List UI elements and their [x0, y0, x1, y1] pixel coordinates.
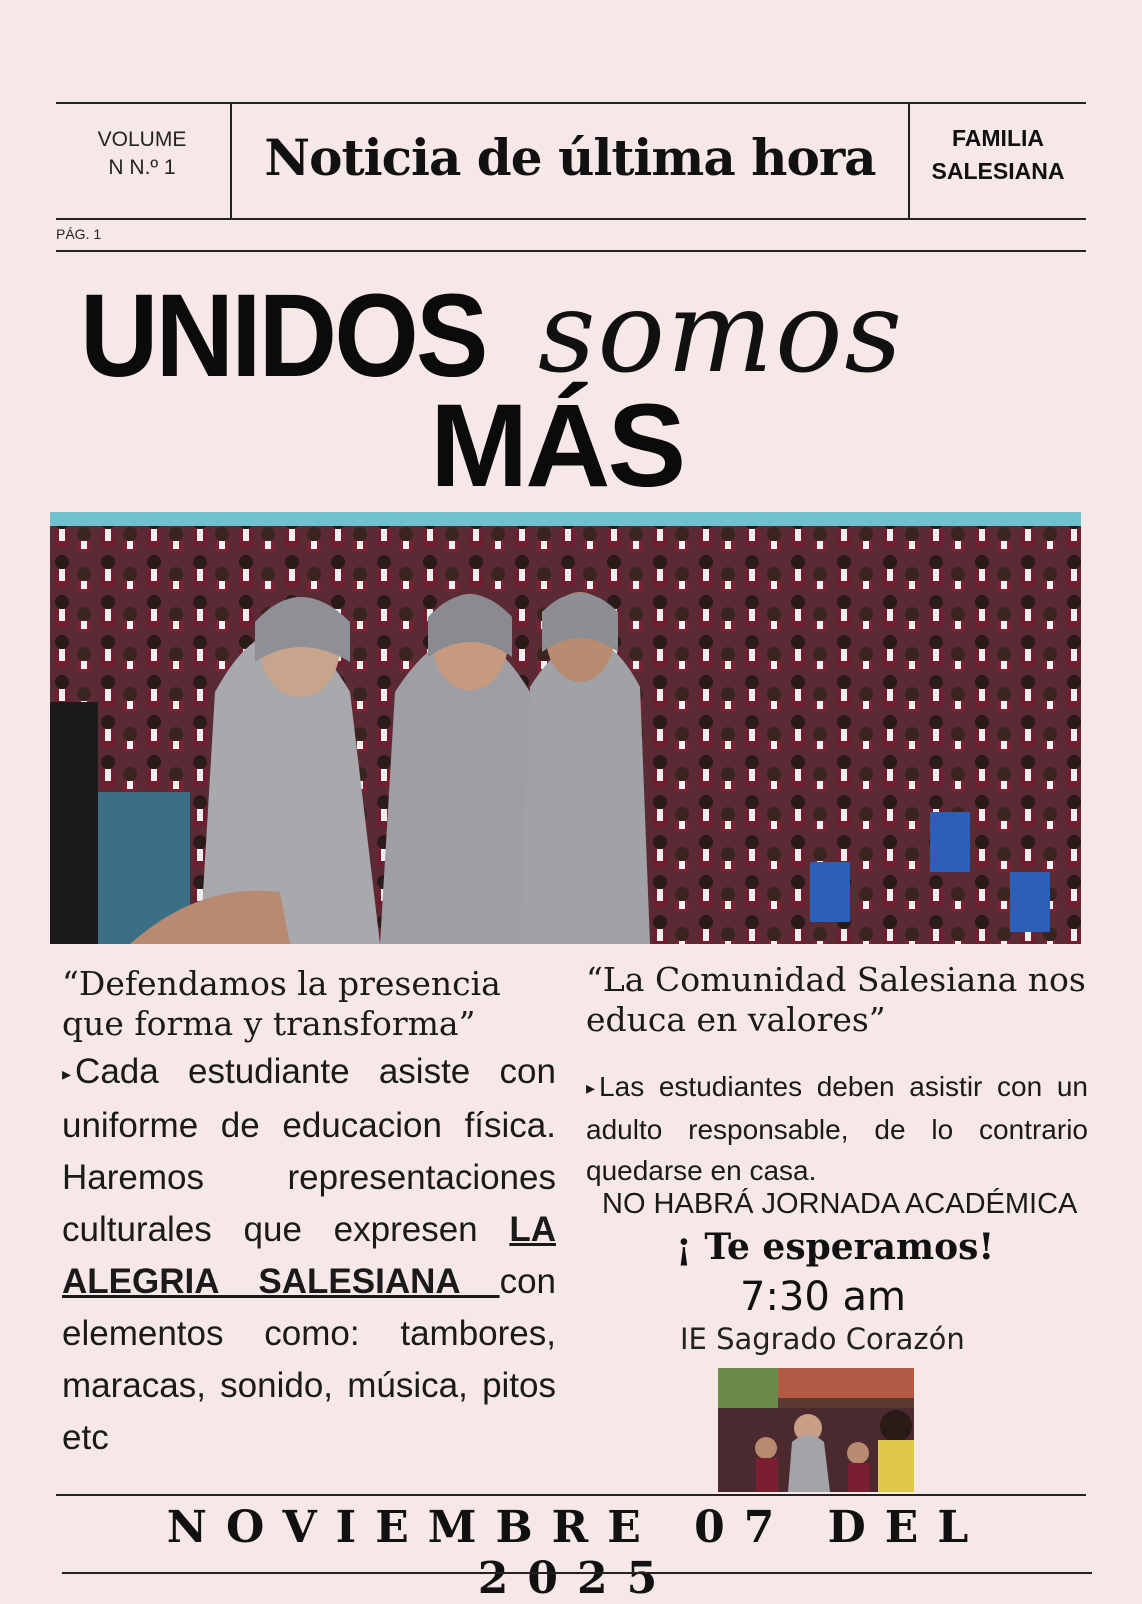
left-quote: “Defendamos la presencia que forma y transforma” [62, 964, 501, 1043]
publisher-name [910, 122, 1086, 188]
main-photo [50, 512, 1081, 944]
bullet-icon: ▸ [586, 1078, 596, 1099]
masthead-bottom-rule [56, 218, 1086, 220]
event-time: 7:30 am [740, 1274, 907, 1320]
volume-label [56, 126, 228, 182]
notice-text: NO HABRÁ JORNADA ACADÉMICA [602, 1188, 1078, 1220]
event-place: IE Sagrado Corazón [680, 1322, 965, 1356]
crowd-photo-illustration [50, 512, 1081, 944]
page-number: PÁG. 1 [56, 226, 102, 242]
right-body-content: Las estudiantes deben asistir con un adulto responsable, de lo contrario quedarse en casa. [586, 1071, 1088, 1187]
left-body-end: con elementos como: tambores, maracas, sonido, música, pitos etc [62, 1261, 556, 1457]
headline-mas: MÁS [430, 380, 684, 512]
right-body-text [586, 1066, 1088, 1191]
volume-line: VOLUME [97, 128, 187, 151]
headline-somos: somos [538, 268, 905, 398]
publisher-line-2: SALESIANA [931, 158, 1065, 184]
publisher-line-1: FAMILIA [952, 125, 1044, 151]
secondary-photo [718, 1368, 914, 1492]
page-rule [56, 250, 1086, 252]
headline-unidos: UNIDOS [80, 270, 486, 402]
invite-text: ¡ Te esperamos! [676, 1226, 995, 1268]
newspaper-title: Noticia de última hora [264, 128, 876, 187]
masthead-top-rule [56, 102, 1086, 104]
left-body-intro: Cada estudiante asiste con uniforme de educacion física. Haremos representaciones culturales que expresen [62, 1052, 556, 1249]
right-quote: “La Comunidad Salesiana nos educa en valores” [586, 960, 1086, 1039]
footer-top-rule [56, 1494, 1086, 1496]
issue-number: N N.º 1 [108, 156, 176, 179]
bullet-icon: ▸ [62, 1063, 72, 1084]
edition-date: NOVIEMBRE 07 DEL 2025 [166, 1502, 988, 1604]
highlight-text: LA ALEGRIA SALESIANA [62, 1209, 556, 1301]
left-body-text [62, 1046, 556, 1464]
footer-bottom-rule [62, 1572, 1092, 1574]
group-photo-illustration [718, 1368, 914, 1492]
